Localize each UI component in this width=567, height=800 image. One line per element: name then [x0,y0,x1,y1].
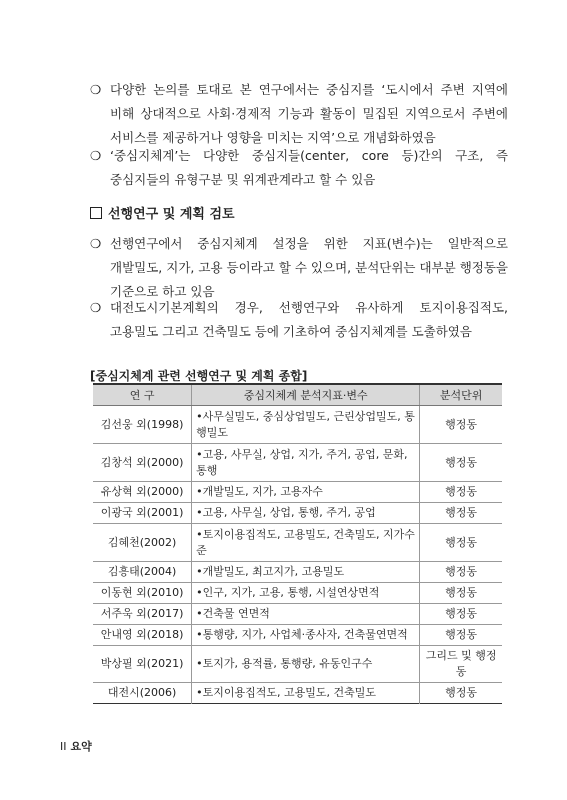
bullet-text: 대전도시기본계획의 경우, 선행연구와 유사하게 토지이용집적도, 고용밀도 그리고 건축밀도 등에 기초하여 중심지체계를 도출하였음 [110,300,508,339]
study-cell: 김선웅 외(1998) [93,406,192,444]
unit-cell: 행정동 [420,583,502,604]
bullet-concept-system [90,144,508,192]
study-cell: 김혜천(2002) [93,524,192,562]
bullet-daejeon-plan [90,296,508,344]
unit-cell: 행정동 [420,562,502,583]
bullet-prior-research [90,232,508,304]
bullet-text: ‘중심지체계’는 다양한 중심지들(center, core 등)간의 구조, 즉 중심지들의 유형구분 및 위계관계라고 할 수 있음 [110,148,508,187]
table-row [93,583,502,604]
study-cell: 대전시(2006) [93,683,192,704]
study-cell: 서주욱 외(2017) [93,604,192,625]
circle-bullet-icon: ❍ [90,148,102,163]
table-title: [중심지체계 관련 선행연구 및 계획 종합] [90,369,308,383]
unit-cell: 행정동 [420,625,502,646]
table-row [93,625,502,646]
indicators-cell: •통행량, 지가, 사업체·종사자, 건축물연면적 [192,625,420,646]
unit-cell: 그리드 및 행정동 [420,646,502,683]
indicators-cell: •건축물 연면적 [192,604,420,625]
table-row [93,482,502,503]
indicators-cell: •개발밀도, 최고지가, 고용밀도 [192,562,420,583]
indicators-cell: •사무실밀도, 중심상업밀도, 근린상업밀도, 통행밀도 [192,406,420,444]
table-header-row [93,384,502,406]
table-row [93,646,502,683]
indicators-cell: •고용, 사무실, 상업, 통행, 주거, 공업 [192,503,420,524]
table-row [93,503,502,524]
chapter-label: 요약 [70,740,92,753]
bullet-text: 선행연구에서 중심지체계 설정을 위한 지표(변수)는 일반적으로 개발밀도, 지가, 고용 등이라고 할 수 있으며, 분석단위는 대부분 행정동을 기준으로 하고 있음 [110,236,508,299]
unit-cell: 행정동 [420,406,502,444]
study-cell: 이동현 외(2010) [93,583,192,604]
study-cell: 안내영 외(2018) [93,625,192,646]
indicators-cell: •토지이용집적도, 고용밀도, 건축밀도 [192,683,420,704]
header-indicators: 중심지체계 분석지표·변수 [192,384,420,406]
page-footer [60,738,92,754]
section-heading [90,203,235,222]
study-cell: 김창석 외(2000) [93,444,192,482]
table-row [93,562,502,583]
indicators-cell: •개발밀도, 지가, 고용자수 [192,482,420,503]
table-row [93,406,502,444]
reference-table [93,383,502,704]
table-row [93,444,502,482]
unit-cell: 행정동 [420,482,502,503]
study-cell: 박상필 외(2021) [93,646,192,683]
chapter-number: II [60,740,67,753]
indicators-cell: •인구, 지가, 고용, 통행, 시설연상면적 [192,583,420,604]
indicators-cell: •고용, 사무실, 상업, 지가, 주거, 공업, 문화, 통행 [192,444,420,482]
square-bullet-icon [90,207,102,219]
indicators-cell: •토지가, 용적률, 통행량, 유동인구수 [192,646,420,683]
table-row [93,683,502,704]
header-unit: 분석단위 [420,384,502,406]
bullet-concept-center [90,78,508,150]
circle-bullet-icon: ❍ [90,300,102,315]
table-row [93,604,502,625]
unit-cell: 행정동 [420,444,502,482]
study-cell: 이광국 외(2001) [93,503,192,524]
bullet-text: 다양한 논의를 토대로 본 연구에서는 중심지를 ‘도시에서 주변 지역에 비해 상대적으로 사회·경제적 기능과 활동이 밀집된 지역으로서 주변에 서비스를 제공하거나 영향을 미치는 지역’으로 개념화하였음 [110,82,508,145]
circle-bullet-icon: ❍ [90,82,102,97]
section-heading-text: 선행연구 및 계획 검토 [108,207,235,222]
unit-cell: 행정동 [420,503,502,524]
study-cell: 유상혁 외(2000) [93,482,192,503]
unit-cell: 행정동 [420,524,502,562]
header-study: 연 구 [93,384,192,406]
indicators-cell: •토지이용집적도, 고용밀도, 건축밀도, 지가수준 [192,524,420,562]
unit-cell: 행정동 [420,683,502,704]
unit-cell: 행정동 [420,604,502,625]
study-cell: 김흥태(2004) [93,562,192,583]
circle-bullet-icon: ❍ [90,236,102,251]
table-row [93,524,502,562]
